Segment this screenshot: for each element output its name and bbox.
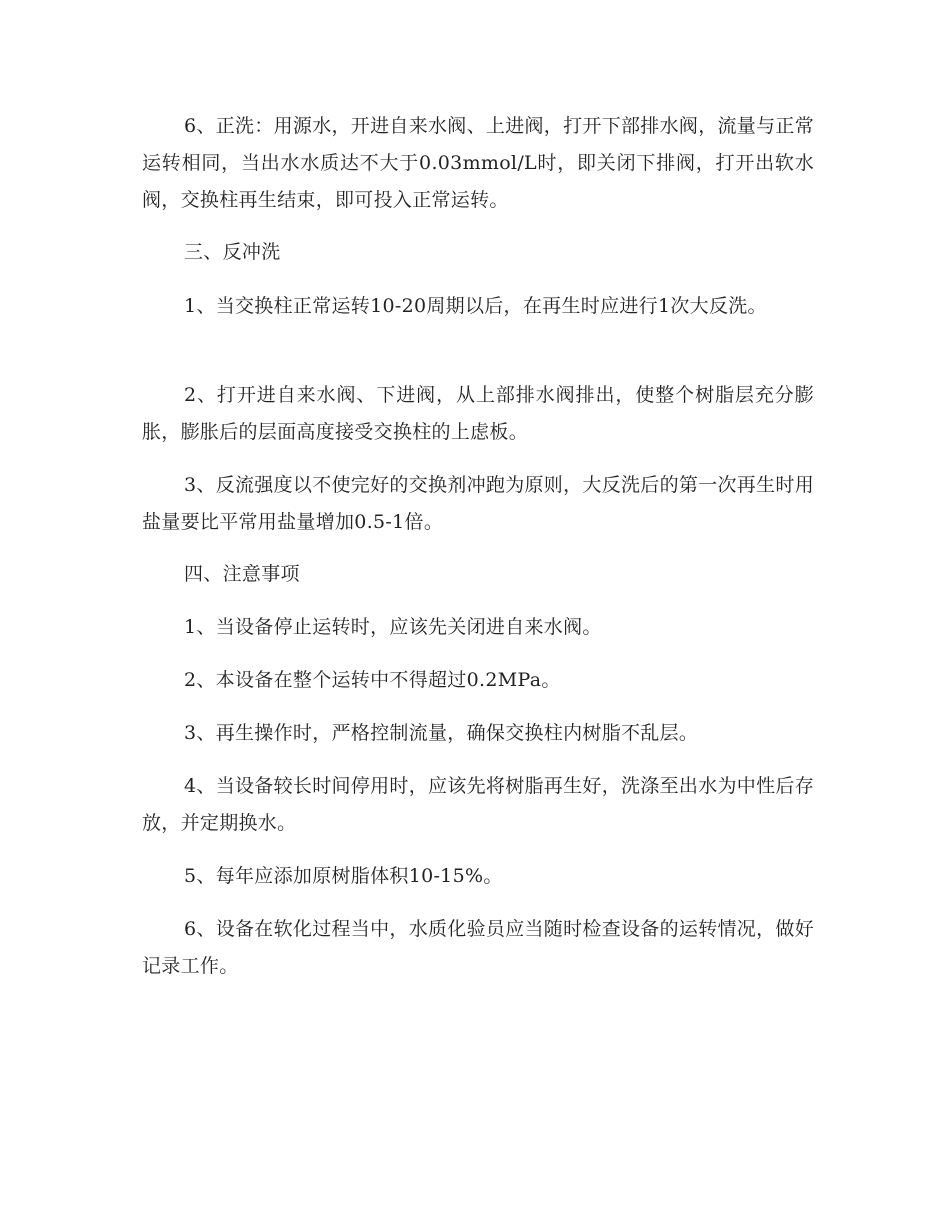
paragraph-precaution-1: 1、当设备停止运转时，应该先关闭进自来水阀。 xyxy=(184,616,602,638)
paragraph-backwash-2: 2、打开进自来水阀、下进阀，从上部排水阀排出，使整个树脂层充分膨胀，膨胀后的层面高度接受交换柱的上虑板。 xyxy=(142,384,814,443)
paragraph-precaution-3: 3、再生操作时，严格控制流量，确保交换柱内树脂不乱层。 xyxy=(184,722,699,744)
paragraph-precaution-5: 5、每年应添加原树脂体积10-15%。 xyxy=(184,865,503,887)
paragraph-precaution-2: 2、本设备在整个运转中不得超过0.2MPa。 xyxy=(184,669,561,691)
paragraph-precaution-6: 6、设备在软化过程当中，水质化验员应当随时检查设备的运转情况，做好记录工作。 xyxy=(142,918,814,977)
section-heading-precautions: 四、注意事项 xyxy=(184,563,300,585)
paragraph-forward-rinse: 6、正洗：用源水，开进自来水阀、上进阀，打开下部排水阀，流量与正常运转相同，当出水水质达不大于0.03mmol/L时，即关闭下排阀，打开出软水阀，交换柱再生结束，即可投入正常运转。 xyxy=(142,115,814,211)
paragraph-precaution-4: 4、当设备较长时间停用时，应该先将树脂再生好，洗涤至出水为中性后存放，并定期换水。 xyxy=(142,775,814,834)
paragraph-backwash-3: 3、反流强度以不使完好的交换剂冲跑为原则，大反洗后的第一次再生时用盐量要比平常用盐量增加0.5-1倍。 xyxy=(142,474,814,533)
section-heading-backwash: 三、反冲洗 xyxy=(184,241,281,263)
paragraph-backwash-1: 1、当交换柱正常运转10-20周期以后，在再生时应进行1次大反洗。 xyxy=(184,295,767,317)
